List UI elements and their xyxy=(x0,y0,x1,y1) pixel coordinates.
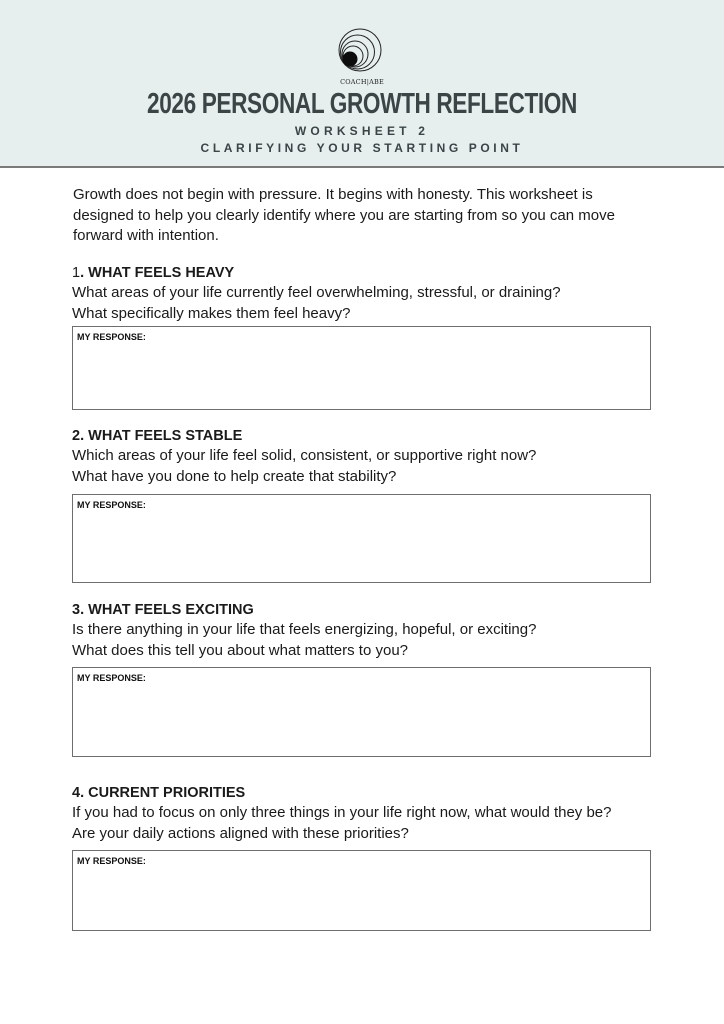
section-title xyxy=(72,426,652,446)
section-question: What areas of your life currently feel overwhelming, stressful, or draining? xyxy=(72,284,561,301)
logo-text: COACH|ABE xyxy=(340,78,384,86)
section-title-text: . WHAT FEELS EXCITING xyxy=(80,602,254,618)
response-label: MY RESPONSE: xyxy=(77,332,146,342)
response-label: MY RESPONSE: xyxy=(77,500,146,510)
section-what-feels-exciting xyxy=(72,600,652,661)
page-title: 2026 PERSONAL GROWTH REFLECTION xyxy=(147,88,577,120)
intro-paragraph: Growth does not begin with pressure. It begins with honesty. This worksheet is designed to help you clearly identify where you are starting from so you can move forward with intention. xyxy=(73,186,615,244)
section-number: 1 xyxy=(72,265,81,281)
worksheet-number: WORKSHEET 2 xyxy=(294,124,430,138)
section-title xyxy=(72,263,652,283)
response-box-2[interactable] xyxy=(72,494,651,583)
response-label: MY RESPONSE: xyxy=(77,856,146,866)
section-question: If you had to focus on only three things in your life right now, what would they be? xyxy=(72,804,612,821)
coachabe-logo-icon xyxy=(334,28,386,74)
section-number: 2 xyxy=(72,428,81,444)
section-what-feels-stable xyxy=(72,426,652,487)
response-box-1[interactable] xyxy=(72,326,651,410)
worksheet-header xyxy=(0,0,724,168)
response-box-3[interactable] xyxy=(72,667,651,757)
section-question: Which areas of your life feel solid, consistent, or supportive right now? xyxy=(72,447,537,464)
section-question: Are your daily actions aligned with these priorities? xyxy=(72,824,409,842)
worksheet-subtitle: CLARIFYING YOUR STARTING POINT xyxy=(200,141,524,155)
section-title xyxy=(72,783,652,803)
section-title-text: . CURRENT PRIORITIES xyxy=(80,785,246,801)
section-question: Is there anything in your life that feels energizing, hopeful, or exciting? xyxy=(72,621,537,638)
section-number: 3 xyxy=(72,602,81,618)
section-title-text: . WHAT FEELS HEAVY xyxy=(80,265,235,281)
section-question: What specifically makes them feel heavy? xyxy=(72,304,351,322)
section-question: What have you done to help create that stability? xyxy=(72,467,397,485)
section-title xyxy=(72,600,652,620)
section-question: What does this tell you about what matters to you? xyxy=(72,641,409,659)
section-current-priorities xyxy=(72,783,652,844)
section-title-text: . WHAT FEELS STABLE xyxy=(80,428,243,444)
response-box-4[interactable] xyxy=(72,850,651,931)
response-label: MY RESPONSE: xyxy=(77,673,146,683)
section-number: 4 xyxy=(72,785,81,801)
section-what-feels-heavy xyxy=(72,263,652,324)
